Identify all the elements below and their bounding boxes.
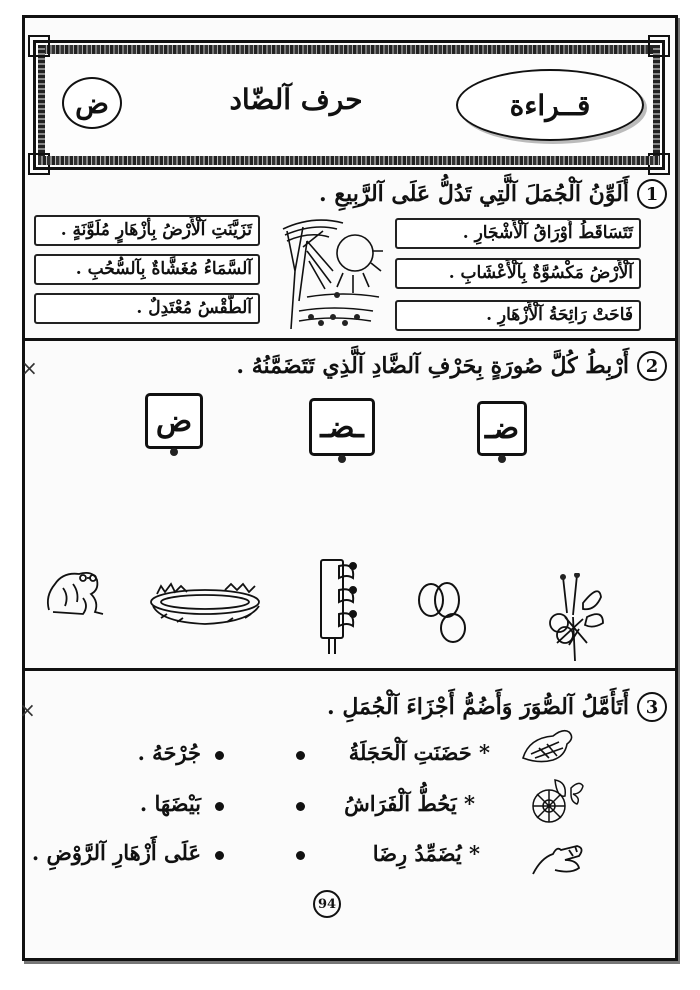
section2-instruction: أَرْبِطُ كُلَّ صُورَةٍ بِحَرْفِ آلضَّادِ آلَّذِي تَتَضَمَّنُهُ .: [236, 353, 629, 379]
frog-icon[interactable]: [43, 566, 107, 621]
section1-number: 1: [637, 179, 667, 209]
section-divider: [25, 668, 675, 671]
partridge-icon: [519, 728, 577, 766]
section-divider: [25, 338, 675, 341]
page-number: 94: [313, 890, 341, 918]
match-dot[interactable]: [215, 851, 224, 860]
section2-number: 2: [637, 351, 667, 381]
frame-corner: [648, 35, 670, 57]
section3-instruction: أَتَأَمَّلُ آلصُّوَرَ وَأَضُمُّ أَجْزَاءَ آلْجُمَلِ .: [327, 694, 629, 720]
section3-number: 3: [637, 692, 667, 722]
match-dot[interactable]: [215, 751, 224, 760]
sentence-start: * يُضَمِّدُ رِضَا: [372, 841, 480, 866]
letter-card-initial[interactable]: ضـ: [477, 401, 527, 456]
frame-corner: [28, 153, 50, 175]
teacher-mark-icon: ×: [21, 356, 38, 380]
frame-corner: [28, 35, 50, 57]
sentence-box[interactable]: تَتَسَاقَطُ أَوْرَاقُ آلْأَشْجَارِ .: [395, 218, 641, 249]
sentence-end: بَيْضَهَا .: [139, 791, 201, 816]
teacher-mark-icon: ×: [19, 698, 36, 722]
sentence-end: جُرْحَهُ .: [137, 740, 201, 765]
sentence-box[interactable]: فَاحَتْ رَائِحَةُ آلْأَزْهَارِ .: [395, 300, 641, 331]
bandaged-hand-icon: [531, 840, 587, 876]
letter-card-final[interactable]: ض: [145, 393, 203, 449]
sentence-box[interactable]: آلسَّمَاءُ مُغَشَّاةٌ بِآلسُّحُبِ .: [34, 254, 260, 285]
header-banner: [33, 40, 665, 170]
worksheet-page: [19, 15, 678, 961]
sentence-end: عَلَى أَزْهَارِ آلرَّوْضِ .: [31, 840, 201, 865]
section3-heading: [327, 692, 667, 722]
connector-dot[interactable]: [338, 455, 346, 463]
eggs-icon[interactable]: [417, 580, 473, 644]
connector-dot[interactable]: [170, 448, 178, 456]
butterfly-flowers-icon: [525, 776, 587, 828]
sentence-box[interactable]: آلطَّقْسُ مُعْتَدِلٌ .: [34, 293, 260, 324]
section1-instruction: أَلَوِّنُ آلْجُمَلَ آلَّتِي تَدُلُّ عَلَى آلرَّبِيعِ .: [319, 181, 629, 207]
flowers-icon[interactable]: [543, 573, 607, 661]
traffic-light-icon[interactable]: [317, 558, 363, 654]
page-title: حرف آلضّاد: [229, 83, 363, 116]
match-dot[interactable]: [296, 851, 305, 860]
sentence-start: * يَحُطُّ آلْفَرَاشُ: [344, 791, 475, 816]
sentence-box[interactable]: آلْأَرْضُ مَكْسُوَّةٌ بِآلْأَعْشَابِ .: [395, 258, 641, 289]
pond-icon[interactable]: [147, 580, 265, 628]
spring-illustration-icon: [273, 211, 383, 331]
sentence-box[interactable]: تَزَيَّنَتِ آلْأَرْضُ بِأَزْهَارٍ مُلَوَّنَةٍ .: [34, 215, 260, 246]
letter-card-medial[interactable]: ـضـ: [309, 398, 375, 456]
match-dot[interactable]: [296, 802, 305, 811]
section2-heading: [236, 351, 667, 381]
match-dot[interactable]: [215, 802, 224, 811]
frame-corner: [648, 153, 670, 175]
sentence-start: * حَضَنَتِ آلْحَجَلَةُ: [348, 740, 490, 765]
connector-dot[interactable]: [498, 455, 506, 463]
match-dot[interactable]: [296, 751, 305, 760]
lesson-label: قــراءة: [456, 69, 644, 141]
letter-badge: ض: [62, 77, 122, 129]
section1-heading: [319, 179, 667, 209]
